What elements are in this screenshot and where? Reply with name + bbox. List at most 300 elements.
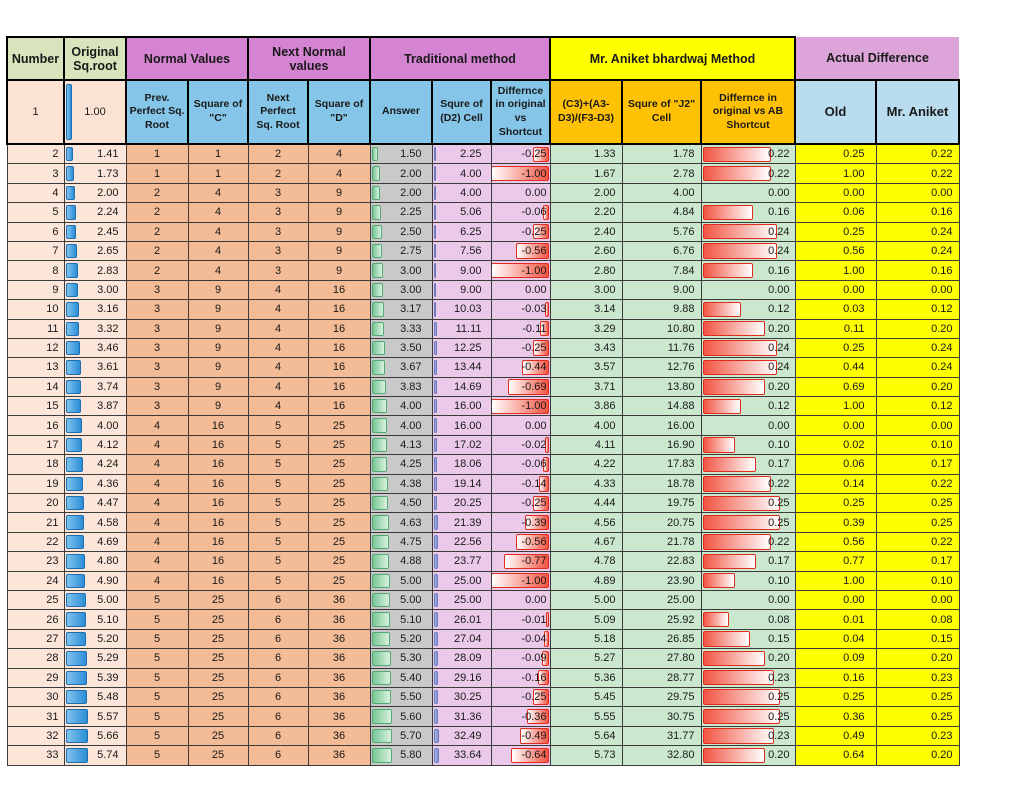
cell-original-sqroot[interactable] xyxy=(64,649,126,668)
cell-prev-perfect[interactable] xyxy=(126,532,188,551)
cell-j2-square[interactable] xyxy=(622,280,701,299)
cell-next-perfect[interactable] xyxy=(248,144,308,164)
cell-j2-square[interactable] xyxy=(622,261,701,280)
cell-diff-traditional[interactable] xyxy=(491,668,550,687)
cell-aniket-formula[interactable] xyxy=(550,513,622,532)
cell-diff-traditional[interactable] xyxy=(491,726,550,745)
cell-aniket-formula[interactable] xyxy=(550,649,622,668)
cell-aniket-diff[interactable] xyxy=(876,183,959,202)
cell-square-c[interactable] xyxy=(188,222,248,241)
cell-next-perfect[interactable] xyxy=(248,629,308,648)
cell-original-sqroot[interactable] xyxy=(64,435,126,454)
cell-aniket-diff[interactable] xyxy=(876,280,959,299)
header-original-sqroot[interactable]: Original Sq.root xyxy=(64,37,126,80)
cell-aniket-formula[interactable] xyxy=(550,144,622,164)
cell-d2-square[interactable] xyxy=(432,183,491,202)
cell-prev-perfect[interactable] xyxy=(126,144,188,164)
cell-number[interactable] xyxy=(7,222,64,241)
cell-diff-ab[interactable] xyxy=(701,649,795,668)
cell-old-diff[interactable] xyxy=(795,164,876,183)
cell-original-sqroot[interactable] xyxy=(64,746,126,765)
cell-square-c[interactable] xyxy=(188,319,248,338)
cell-aniket-diff[interactable] xyxy=(876,649,959,668)
subheader-diff-ab[interactable]: Differnce in original vs AB Shortcut xyxy=(701,80,795,144)
cell-aniket-formula[interactable] xyxy=(550,358,622,377)
cell-j2-square[interactable] xyxy=(622,358,701,377)
cell-d2-square[interactable] xyxy=(432,435,491,454)
cell-diff-ab[interactable] xyxy=(701,668,795,687)
cell-d2-square[interactable] xyxy=(432,494,491,513)
cell-old-diff[interactable] xyxy=(795,203,876,222)
cell-square-c[interactable] xyxy=(188,203,248,222)
cell-number[interactable] xyxy=(7,280,64,299)
cell-d2-square[interactable] xyxy=(432,571,491,590)
cell-aniket-formula[interactable] xyxy=(550,338,622,357)
cell-prev-perfect[interactable] xyxy=(126,746,188,765)
cell-next-perfect[interactable] xyxy=(248,203,308,222)
cell-diff-ab[interactable] xyxy=(701,455,795,474)
cell-answer[interactable] xyxy=(370,397,432,416)
cell-prev-perfect[interactable] xyxy=(126,338,188,357)
cell-aniket-formula[interactable] xyxy=(550,571,622,590)
cell-prev-perfect[interactable] xyxy=(126,571,188,590)
cell-j2-square[interactable] xyxy=(622,300,701,319)
cell-next-perfect[interactable] xyxy=(248,300,308,319)
cell-next-perfect[interactable] xyxy=(248,241,308,260)
cell-diff-ab[interactable] xyxy=(701,319,795,338)
cell-old-diff[interactable] xyxy=(795,687,876,706)
cell-d2-square[interactable] xyxy=(432,338,491,357)
header-next-normal-values[interactable]: Next Normal values xyxy=(248,37,370,80)
cell-square-d[interactable] xyxy=(308,590,370,609)
cell-diff-ab[interactable] xyxy=(701,203,795,222)
cell-row1-sqroot[interactable]: 1.00 xyxy=(64,80,126,144)
cell-prev-perfect[interactable] xyxy=(126,261,188,280)
cell-old-diff[interactable] xyxy=(795,629,876,648)
subheader-squre-j2[interactable]: Squre of "J2" Cell xyxy=(622,80,701,144)
cell-diff-traditional[interactable] xyxy=(491,377,550,396)
cell-square-c[interactable] xyxy=(188,377,248,396)
cell-diff-ab[interactable] xyxy=(701,377,795,396)
cell-square-c[interactable] xyxy=(188,261,248,280)
cell-answer[interactable] xyxy=(370,319,432,338)
cell-next-perfect[interactable] xyxy=(248,687,308,706)
cell-old-diff[interactable] xyxy=(795,261,876,280)
cell-diff-ab[interactable] xyxy=(701,494,795,513)
cell-square-d[interactable] xyxy=(308,203,370,222)
cell-j2-square[interactable] xyxy=(622,513,701,532)
cell-d2-square[interactable] xyxy=(432,590,491,609)
header-normal-values[interactable]: Normal Values xyxy=(126,37,248,80)
cell-j2-square[interactable] xyxy=(622,416,701,435)
cell-number[interactable] xyxy=(7,668,64,687)
cell-aniket-formula[interactable] xyxy=(550,435,622,454)
cell-square-d[interactable] xyxy=(308,513,370,532)
cell-number[interactable] xyxy=(7,746,64,765)
cell-aniket-diff[interactable] xyxy=(876,358,959,377)
cell-d2-square[interactable] xyxy=(432,513,491,532)
cell-answer[interactable] xyxy=(370,280,432,299)
cell-aniket-diff[interactable] xyxy=(876,222,959,241)
cell-j2-square[interactable] xyxy=(622,610,701,629)
cell-aniket-diff[interactable] xyxy=(876,474,959,493)
cell-aniket-formula[interactable] xyxy=(550,416,622,435)
cell-j2-square[interactable] xyxy=(622,377,701,396)
cell-next-perfect[interactable] xyxy=(248,338,308,357)
cell-diff-ab[interactable] xyxy=(701,222,795,241)
cell-square-c[interactable] xyxy=(188,435,248,454)
cell-aniket-formula[interactable] xyxy=(550,300,622,319)
cell-next-perfect[interactable] xyxy=(248,649,308,668)
cell-answer[interactable] xyxy=(370,687,432,706)
cell-square-c[interactable] xyxy=(188,144,248,164)
header-traditional-method[interactable]: Traditional method xyxy=(370,37,550,80)
cell-d2-square[interactable] xyxy=(432,552,491,571)
cell-aniket-formula[interactable] xyxy=(550,746,622,765)
cell-number[interactable] xyxy=(7,397,64,416)
cell-aniket-formula[interactable] xyxy=(550,687,622,706)
cell-next-perfect[interactable] xyxy=(248,164,308,183)
cell-old-diff[interactable] xyxy=(795,494,876,513)
cell-d2-square[interactable] xyxy=(432,241,491,260)
cell-d2-square[interactable] xyxy=(432,222,491,241)
cell-answer[interactable] xyxy=(370,552,432,571)
header-actual-difference[interactable]: Actual Difference xyxy=(795,37,959,80)
cell-original-sqroot[interactable] xyxy=(64,397,126,416)
cell-diff-ab[interactable] xyxy=(701,435,795,454)
cell-diff-ab[interactable] xyxy=(701,358,795,377)
cell-next-perfect[interactable] xyxy=(248,183,308,202)
cell-answer[interactable] xyxy=(370,241,432,260)
cell-square-c[interactable] xyxy=(188,707,248,726)
cell-aniket-diff[interactable] xyxy=(876,144,959,164)
cell-number[interactable] xyxy=(7,144,64,164)
cell-original-sqroot[interactable] xyxy=(64,629,126,648)
cell-aniket-formula[interactable] xyxy=(550,377,622,396)
cell-prev-perfect[interactable] xyxy=(126,668,188,687)
cell-old-diff[interactable] xyxy=(795,552,876,571)
cell-aniket-formula[interactable] xyxy=(550,397,622,416)
cell-aniket-formula[interactable] xyxy=(550,183,622,202)
cell-aniket-formula[interactable] xyxy=(550,222,622,241)
cell-square-c[interactable] xyxy=(188,474,248,493)
cell-aniket-formula[interactable] xyxy=(550,474,622,493)
cell-aniket-formula[interactable] xyxy=(550,241,622,260)
cell-old-diff[interactable] xyxy=(795,668,876,687)
cell-next-perfect[interactable] xyxy=(248,552,308,571)
cell-number[interactable] xyxy=(7,707,64,726)
cell-answer[interactable] xyxy=(370,435,432,454)
cell-next-perfect[interactable] xyxy=(248,261,308,280)
cell-j2-square[interactable] xyxy=(622,203,701,222)
cell-square-d[interactable] xyxy=(308,280,370,299)
cell-square-c[interactable] xyxy=(188,300,248,319)
cell-diff-ab[interactable] xyxy=(701,513,795,532)
cell-aniket-diff[interactable] xyxy=(876,261,959,280)
subheader-square-d[interactable]: Square of "D" xyxy=(308,80,370,144)
subheader-aniket-formula[interactable]: (C3)+(A3-D3)/(F3-D3) xyxy=(550,80,622,144)
cell-old-diff[interactable] xyxy=(795,571,876,590)
cell-diff-ab[interactable] xyxy=(701,707,795,726)
cell-j2-square[interactable] xyxy=(622,687,701,706)
cell-square-d[interactable] xyxy=(308,455,370,474)
cell-d2-square[interactable] xyxy=(432,280,491,299)
cell-prev-perfect[interactable] xyxy=(126,358,188,377)
cell-square-d[interactable] xyxy=(308,746,370,765)
cell-original-sqroot[interactable] xyxy=(64,590,126,609)
cell-original-sqroot[interactable] xyxy=(64,513,126,532)
cell-aniket-formula[interactable] xyxy=(550,726,622,745)
cell-diff-ab[interactable] xyxy=(701,183,795,202)
cell-next-perfect[interactable] xyxy=(248,707,308,726)
cell-diff-traditional[interactable] xyxy=(491,338,550,357)
cell-aniket-diff[interactable] xyxy=(876,746,959,765)
cell-diff-traditional[interactable] xyxy=(491,300,550,319)
cell-number[interactable] xyxy=(7,164,64,183)
cell-answer[interactable] xyxy=(370,183,432,202)
cell-original-sqroot[interactable] xyxy=(64,707,126,726)
cell-number[interactable] xyxy=(7,649,64,668)
cell-answer[interactable] xyxy=(370,513,432,532)
cell-j2-square[interactable] xyxy=(622,144,701,164)
cell-square-c[interactable] xyxy=(188,668,248,687)
cell-square-d[interactable] xyxy=(308,416,370,435)
cell-number[interactable] xyxy=(7,435,64,454)
cell-square-d[interactable] xyxy=(308,164,370,183)
cell-square-d[interactable] xyxy=(308,494,370,513)
cell-diff-ab[interactable] xyxy=(701,746,795,765)
cell-answer[interactable] xyxy=(370,222,432,241)
cell-answer[interactable] xyxy=(370,358,432,377)
cell-answer[interactable] xyxy=(370,726,432,745)
cell-diff-traditional[interactable] xyxy=(491,552,550,571)
cell-d2-square[interactable] xyxy=(432,629,491,648)
cell-j2-square[interactable] xyxy=(622,552,701,571)
cell-aniket-formula[interactable] xyxy=(550,629,622,648)
cell-diff-traditional[interactable] xyxy=(491,494,550,513)
cell-j2-square[interactable] xyxy=(622,241,701,260)
cell-square-c[interactable] xyxy=(188,532,248,551)
cell-diff-ab[interactable] xyxy=(701,590,795,609)
cell-diff-traditional[interactable] xyxy=(491,280,550,299)
cell-square-c[interactable] xyxy=(188,241,248,260)
cell-number[interactable] xyxy=(7,455,64,474)
cell-square-d[interactable] xyxy=(308,397,370,416)
cell-number[interactable] xyxy=(7,183,64,202)
cell-square-d[interactable] xyxy=(308,358,370,377)
cell-prev-perfect[interactable] xyxy=(126,726,188,745)
cell-j2-square[interactable] xyxy=(622,494,701,513)
cell-answer[interactable] xyxy=(370,571,432,590)
cell-square-d[interactable] xyxy=(308,144,370,164)
cell-square-c[interactable] xyxy=(188,280,248,299)
cell-d2-square[interactable] xyxy=(432,668,491,687)
cell-diff-traditional[interactable] xyxy=(491,590,550,609)
cell-prev-perfect[interactable] xyxy=(126,629,188,648)
cell-d2-square[interactable] xyxy=(432,649,491,668)
cell-number[interactable] xyxy=(7,629,64,648)
cell-next-perfect[interactable] xyxy=(248,435,308,454)
cell-prev-perfect[interactable] xyxy=(126,649,188,668)
cell-prev-perfect[interactable] xyxy=(126,687,188,706)
cell-answer[interactable] xyxy=(370,164,432,183)
cell-answer[interactable] xyxy=(370,707,432,726)
cell-old-diff[interactable] xyxy=(795,532,876,551)
cell-square-d[interactable] xyxy=(308,222,370,241)
cell-diff-ab[interactable] xyxy=(701,474,795,493)
cell-square-c[interactable] xyxy=(188,629,248,648)
cell-aniket-formula[interactable] xyxy=(550,532,622,551)
cell-original-sqroot[interactable] xyxy=(64,377,126,396)
cell-square-c[interactable] xyxy=(188,494,248,513)
cell-next-perfect[interactable] xyxy=(248,610,308,629)
cell-old-diff[interactable] xyxy=(795,183,876,202)
cell-answer[interactable] xyxy=(370,455,432,474)
cell-diff-ab[interactable] xyxy=(701,338,795,357)
cell-square-c[interactable] xyxy=(188,183,248,202)
subheader-diff-original[interactable]: Differnce in original vs Shortcut xyxy=(491,80,550,144)
cell-aniket-formula[interactable] xyxy=(550,494,622,513)
cell-d2-square[interactable] xyxy=(432,532,491,551)
cell-original-sqroot[interactable] xyxy=(64,358,126,377)
cell-d2-square[interactable] xyxy=(432,746,491,765)
cell-answer[interactable] xyxy=(370,590,432,609)
cell-diff-ab[interactable] xyxy=(701,610,795,629)
cell-number[interactable] xyxy=(7,338,64,357)
cell-next-perfect[interactable] xyxy=(248,513,308,532)
cell-square-c[interactable] xyxy=(188,687,248,706)
cell-next-perfect[interactable] xyxy=(248,726,308,745)
cell-d2-square[interactable] xyxy=(432,397,491,416)
cell-square-d[interactable] xyxy=(308,435,370,454)
cell-old-diff[interactable] xyxy=(795,746,876,765)
cell-answer[interactable] xyxy=(370,416,432,435)
cell-aniket-diff[interactable] xyxy=(876,552,959,571)
cell-d2-square[interactable] xyxy=(432,300,491,319)
cell-prev-perfect[interactable] xyxy=(126,397,188,416)
cell-j2-square[interactable] xyxy=(622,668,701,687)
cell-diff-ab[interactable] xyxy=(701,164,795,183)
cell-aniket-diff[interactable] xyxy=(876,726,959,745)
cell-square-c[interactable] xyxy=(188,571,248,590)
cell-next-perfect[interactable] xyxy=(248,455,308,474)
cell-aniket-formula[interactable] xyxy=(550,261,622,280)
cell-answer[interactable] xyxy=(370,746,432,765)
header-number[interactable]: Number xyxy=(7,37,64,80)
cell-next-perfect[interactable] xyxy=(248,668,308,687)
cell-prev-perfect[interactable] xyxy=(126,300,188,319)
cell-aniket-formula[interactable] xyxy=(550,455,622,474)
cell-original-sqroot[interactable] xyxy=(64,416,126,435)
cell-number[interactable] xyxy=(7,726,64,745)
cell-aniket-diff[interactable] xyxy=(876,590,959,609)
cell-aniket-formula[interactable] xyxy=(550,319,622,338)
cell-aniket-diff[interactable] xyxy=(876,319,959,338)
cell-number[interactable] xyxy=(7,203,64,222)
cell-prev-perfect[interactable] xyxy=(126,280,188,299)
cell-d2-square[interactable] xyxy=(432,455,491,474)
cell-answer[interactable] xyxy=(370,629,432,648)
cell-number[interactable] xyxy=(7,358,64,377)
cell-number[interactable] xyxy=(7,474,64,493)
cell-number[interactable] xyxy=(7,261,64,280)
cell-square-d[interactable] xyxy=(308,649,370,668)
cell-j2-square[interactable] xyxy=(622,474,701,493)
cell-square-d[interactable] xyxy=(308,687,370,706)
cell-aniket-diff[interactable] xyxy=(876,687,959,706)
cell-old-diff[interactable] xyxy=(795,455,876,474)
cell-diff-ab[interactable] xyxy=(701,552,795,571)
cell-diff-ab[interactable] xyxy=(701,726,795,745)
cell-prev-perfect[interactable] xyxy=(126,590,188,609)
cell-number[interactable] xyxy=(7,494,64,513)
cell-diff-traditional[interactable] xyxy=(491,649,550,668)
cell-old-diff[interactable] xyxy=(795,707,876,726)
cell-next-perfect[interactable] xyxy=(248,319,308,338)
subheader-next-perfect[interactable]: Next Perfect Sq. Root xyxy=(248,80,308,144)
cell-square-d[interactable] xyxy=(308,300,370,319)
cell-prev-perfect[interactable] xyxy=(126,377,188,396)
cell-aniket-diff[interactable] xyxy=(876,494,959,513)
cell-square-d[interactable] xyxy=(308,726,370,745)
cell-square-d[interactable] xyxy=(308,474,370,493)
cell-square-d[interactable] xyxy=(308,571,370,590)
cell-prev-perfect[interactable] xyxy=(126,319,188,338)
cell-aniket-formula[interactable] xyxy=(550,668,622,687)
cell-aniket-formula[interactable] xyxy=(550,164,622,183)
cell-diff-ab[interactable] xyxy=(701,629,795,648)
cell-old-diff[interactable] xyxy=(795,377,876,396)
cell-prev-perfect[interactable] xyxy=(126,494,188,513)
cell-number[interactable] xyxy=(7,319,64,338)
cell-j2-square[interactable] xyxy=(622,435,701,454)
cell-diff-ab[interactable] xyxy=(701,280,795,299)
cell-diff-ab[interactable] xyxy=(701,397,795,416)
cell-prev-perfect[interactable] xyxy=(126,164,188,183)
subheader-squre-d2[interactable]: Squre of (D2) Cell xyxy=(432,80,491,144)
cell-answer[interactable] xyxy=(370,474,432,493)
cell-j2-square[interactable] xyxy=(622,183,701,202)
cell-square-c[interactable] xyxy=(188,338,248,357)
cell-aniket-formula[interactable] xyxy=(550,590,622,609)
cell-number[interactable] xyxy=(7,300,64,319)
cell-j2-square[interactable] xyxy=(622,746,701,765)
cell-square-c[interactable] xyxy=(188,649,248,668)
cell-j2-square[interactable] xyxy=(622,590,701,609)
cell-next-perfect[interactable] xyxy=(248,532,308,551)
cell-aniket-diff[interactable] xyxy=(876,241,959,260)
cell-d2-square[interactable] xyxy=(432,203,491,222)
cell-original-sqroot[interactable] xyxy=(64,687,126,706)
cell-aniket-diff[interactable] xyxy=(876,416,959,435)
cell-diff-traditional[interactable] xyxy=(491,629,550,648)
cell-number[interactable] xyxy=(7,610,64,629)
cell-answer[interactable] xyxy=(370,532,432,551)
cell-original-sqroot[interactable] xyxy=(64,319,126,338)
cell-diff-traditional[interactable] xyxy=(491,397,550,416)
subheader-square-c[interactable]: Square of "C" xyxy=(188,80,248,144)
cell-square-d[interactable] xyxy=(308,261,370,280)
cell-answer[interactable] xyxy=(370,494,432,513)
cell-aniket-diff[interactable] xyxy=(876,513,959,532)
cell-j2-square[interactable] xyxy=(622,222,701,241)
cell-prev-perfect[interactable] xyxy=(126,222,188,241)
cell-j2-square[interactable] xyxy=(622,571,701,590)
cell-number[interactable] xyxy=(7,513,64,532)
cell-square-c[interactable] xyxy=(188,513,248,532)
cell-original-sqroot[interactable] xyxy=(64,726,126,745)
cell-square-d[interactable] xyxy=(308,377,370,396)
